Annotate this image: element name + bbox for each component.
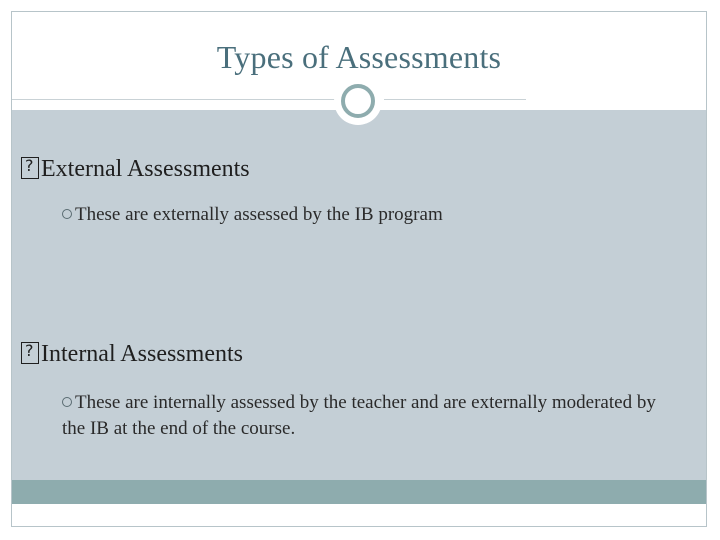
hollow-circle-bullet-icon: [62, 397, 72, 407]
ornament-ring: [341, 84, 375, 118]
missing-glyph-box-icon: [21, 342, 39, 364]
slide-title: Types of Assessments: [216, 39, 502, 75]
external-assessments-heading: [21, 156, 250, 183]
footer-band: [12, 480, 706, 504]
missing-glyph-box-icon: [21, 157, 39, 179]
internal-heading-text: Internal Assessments: [41, 341, 243, 367]
external-assessments-point: [62, 202, 662, 228]
slide: [11, 11, 707, 527]
internal-assessments-point: [62, 390, 662, 442]
internal-assessments-heading: [21, 341, 243, 368]
title-divider-left: [12, 99, 336, 100]
internal-point-text: These are internally assessed by the teacher and are externally moderated by the IB at the end of the course.: [62, 392, 656, 439]
ring-ornament-icon: [334, 77, 382, 125]
external-point-text: These are externally assessed by the IB program: [75, 204, 443, 225]
hollow-circle-bullet-icon: [62, 209, 72, 219]
title-divider-right: [384, 99, 526, 100]
external-heading-text: External Assessments: [41, 156, 250, 182]
